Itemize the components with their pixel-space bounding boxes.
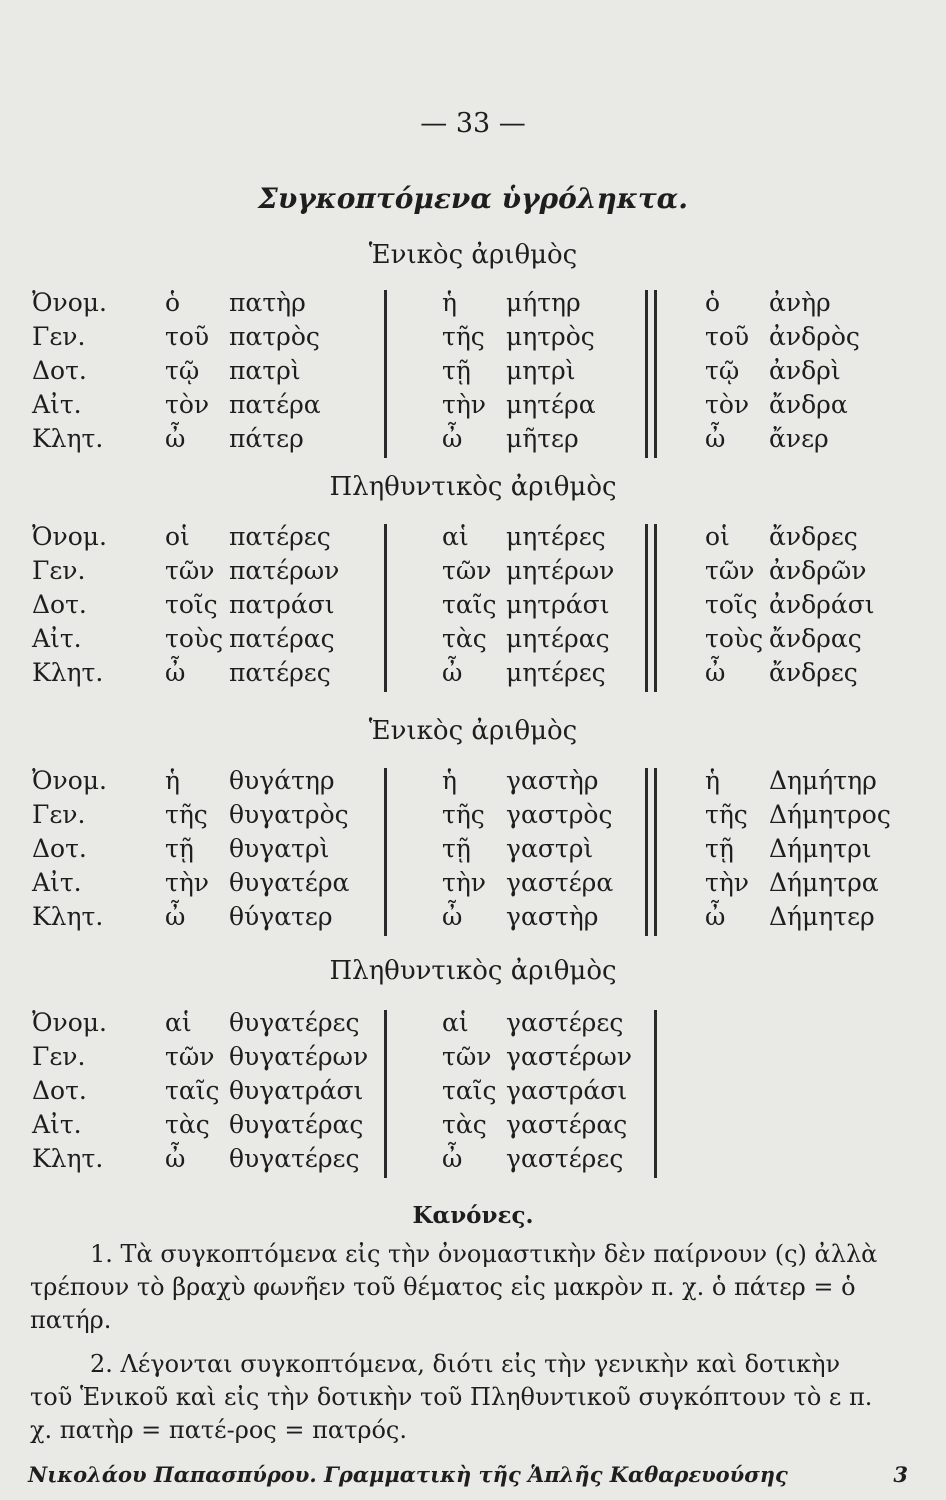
noun-form: θυγατέρας [229,1110,364,1139]
article: τοῖς [165,590,218,619]
noun-form: μητέρες [506,658,606,687]
declension-row [165,1142,368,1176]
case-label: Ὀνομ. [32,1008,107,1037]
article: τῶν [442,1042,492,1071]
page-title: Συγκοπτόμενα ὑγρόληκτα. [258,182,688,215]
declension-row [705,764,891,798]
declension-row [165,1074,368,1108]
declension-row [165,520,339,554]
declension-row [705,656,875,690]
declension-row [442,798,613,832]
paradigm-column [705,520,875,690]
noun-form: θυγατέρες [229,1144,360,1173]
case-labels [32,764,107,934]
noun-form: μῆτερ [506,424,579,453]
noun-form: γαστράσι [506,1076,628,1105]
noun-form: μητρὸς [506,322,595,351]
case-label: Κλητ. [32,424,104,453]
noun-form: ἄνερ [769,424,829,453]
noun-form: μητρὶ [506,356,576,385]
noun-form: γαστὴρ [506,766,599,795]
article: ὁ [165,288,181,317]
paradigm-column [442,764,613,934]
case-label: Κλητ. [32,1144,104,1173]
declension-row [165,900,349,934]
declension-row [705,900,891,934]
noun-form: Δημήτηρ [769,766,877,795]
article: τῆς [705,800,748,829]
noun-form: πατρὶ [229,356,301,385]
noun-form: Δήμητρος [769,800,891,829]
noun-form: θύγατερ [229,902,333,931]
declension-row [165,656,339,690]
section-heading: Ἑνικὸς ἀριθμὸς [368,240,578,270]
paradigm-column [705,764,891,934]
rule-1: 1. Τὰ συγκοπτόμενα εἰς τὴν ὀνομαστικὴν δὲν παίρνουν (ς) ἀλλὰ τρέπουν τὸ βραχὺ φωνῆεν τοῦ θέματος εἰς μακρὸν π. χ. ὁ πάτερ = ὁ πατήρ. [30,1240,878,1334]
declension-row [442,900,613,934]
paradigm-column [705,286,860,456]
declension-row [442,388,596,422]
article: ὦ [165,424,186,453]
column-divider [654,290,657,458]
column-divider [654,768,657,936]
declension-row [442,1142,632,1176]
article: τῇ [705,834,734,863]
article: τὴν [442,868,487,897]
noun-form: Δήμητρι [769,834,872,863]
article: ὦ [165,902,186,931]
declension-row [165,866,349,900]
declension-row [442,588,614,622]
article: τὴν [705,868,750,897]
noun-form: πατέρας [229,624,335,653]
declension-row [165,1108,368,1142]
noun-form: μητράσι [506,590,610,619]
article: ἡ [165,766,180,795]
declension-row [705,866,891,900]
declension-row [165,554,339,588]
column-divider [654,1010,657,1178]
case-label: Δοτ. [32,590,87,619]
article: ὦ [442,424,463,453]
article: ταῖς [442,1076,497,1105]
article: ὦ [165,1144,186,1173]
article: ὦ [442,902,463,931]
article: τοὺς [165,624,224,653]
declension-row [705,320,860,354]
article: οἱ [165,522,190,551]
article: τὰς [442,624,487,653]
noun-form: μητέρα [506,390,596,419]
case-label: Δοτ. [32,1076,87,1105]
rule-2: 2. Λέγονται συγκοπτόμενα, διότι εἰς τὴν γενικὴν καὶ δοτικὴν τοῦ Ἑνικοῦ καὶ εἰς τὴν δοτικὴν τοῦ Πληθυντικοῦ συγκόπτουν τὸ ε π. χ. πατὴρ = πατέ-ρος = πατρός. [30,1350,873,1444]
noun-form: πατρὸς [229,322,320,351]
article: ὦ [165,658,186,687]
article: τῇ [442,356,471,385]
case-label: Αἰτ. [32,1110,82,1139]
noun-form: θυγατρὶ [229,834,330,863]
noun-form: θυγατέρες [229,1008,360,1037]
declension-row [442,422,596,456]
declension-row [442,622,614,656]
page-number: — 33 — [420,108,526,139]
declension-row [442,1006,632,1040]
noun-form: Δήμητερ [769,902,875,931]
declension-row [442,1108,632,1142]
section-heading: Ἑνικὸς ἀριθμὸς [368,716,578,746]
noun-form: γαστρὶ [506,834,594,863]
case-label: Αἰτ. [32,624,82,653]
article: τῷ [165,356,200,385]
noun-form: ἀνδρὶ [769,356,841,385]
declension-row [705,832,891,866]
noun-form: μητέρων [506,556,615,585]
column-divider [384,524,387,692]
article: ὦ [442,658,463,687]
declension-row [705,388,860,422]
noun-form: γαστρὸς [506,800,613,829]
noun-form: θυγατέρων [229,1042,369,1071]
noun-form: ἀνδρῶν [769,556,867,585]
article: ὦ [705,902,726,931]
declension-row [165,832,349,866]
declension-row [165,320,321,354]
noun-form: πατέρα [229,390,321,419]
declension-row [442,1040,632,1074]
case-labels [32,1006,107,1176]
noun-form: γαστὴρ [506,902,599,931]
section-heading: Πληθυντικὸς ἀριθμὸς [329,472,617,502]
footer-text: Νικολάου Παπασπύρου. Γραμματικὴ τῆς Ἁπλῆς Καθαρευούσης [28,1462,788,1487]
declension-row [705,622,875,656]
declension-row [165,354,321,388]
declension-row [705,554,875,588]
noun-form: ἄνδρες [769,522,858,551]
noun-form: θυγατέρα [229,868,350,897]
noun-form: πατέρων [229,556,340,585]
declension-row [705,286,860,320]
noun-form: ἄνδρες [769,658,858,687]
column-divider [384,1010,387,1178]
declension-row [165,622,339,656]
noun-form: θυγατράσι [229,1076,364,1105]
article: ταῖς [165,1076,220,1105]
noun-form: πάτερ [229,424,304,453]
declension-row [442,832,613,866]
declension-row [705,354,860,388]
article: τὴν [165,868,210,897]
article: αἱ [165,1008,192,1037]
paradigm-column [442,1006,632,1176]
case-label: Ὀνομ. [32,766,107,795]
article: τῶν [165,556,215,585]
declension-row [165,286,321,320]
article: τῶν [705,556,755,585]
paradigm-column [165,520,339,690]
paradigm-column [165,764,349,934]
declension-row [442,764,613,798]
case-labels [32,520,107,690]
declension-row [442,554,614,588]
noun-form: ἀνδράσι [769,590,875,619]
column-divider [384,768,387,936]
paradigm-column [442,286,596,456]
article: τοῦ [165,322,210,351]
article: τὰς [165,1110,210,1139]
case-label: Γεν. [32,322,86,351]
declension-row [165,764,349,798]
paradigm-column [165,286,321,456]
article: τοῖς [705,590,758,619]
article: τὰς [442,1110,487,1139]
noun-form: γαστέρες [506,1144,624,1173]
case-label: Κλητ. [32,902,104,931]
noun-form: γαστέρα [506,868,614,897]
declension-row [442,520,614,554]
declension-row [165,388,321,422]
article: τῆς [165,800,208,829]
case-label: Δοτ. [32,356,87,385]
paradigm-column [165,1006,368,1176]
noun-form: πατέρες [229,658,331,687]
article: ἡ [442,288,457,317]
article: τὸν [705,390,750,419]
case-label: Ὀνομ. [32,288,107,317]
article: τῇ [165,834,194,863]
article: ταῖς [442,590,497,619]
article: τῶν [442,556,492,585]
article: ὦ [442,1144,463,1173]
article: τοῦ [705,322,750,351]
noun-form: ἀνὴρ [769,288,831,317]
article: ὦ [705,424,726,453]
column-divider [645,524,648,692]
article: οἱ [705,522,730,551]
declension-row [442,286,596,320]
article: τῶν [165,1042,215,1071]
declension-row [705,588,875,622]
case-label: Αἰτ. [32,390,82,419]
declension-row [442,656,614,690]
declension-row [165,1006,368,1040]
noun-form: γαστέρες [506,1008,624,1037]
declension-row [442,1074,632,1108]
article: ἡ [442,766,457,795]
noun-form: ἄνδρα [769,390,848,419]
case-labels [32,286,107,456]
noun-form: ἀνδρὸς [769,322,860,351]
declension-row [165,798,349,832]
declension-row [165,588,339,622]
case-label: Αἰτ. [32,868,82,897]
column-divider [645,768,648,936]
case-label: Κλητ. [32,658,104,687]
noun-form: γαστέρας [506,1110,628,1139]
noun-form: μήτηρ [506,288,581,317]
noun-form: θυγατρὸς [229,800,349,829]
declension-row [442,866,613,900]
noun-form: μητέρας [506,624,610,653]
article: τῆς [442,322,485,351]
column-divider [384,290,387,458]
article: τῇ [442,834,471,863]
case-label: Γεν. [32,1042,86,1071]
noun-form: πατέρες [229,522,331,551]
page-footer [28,1462,908,1487]
rules-heading: Κανόνες. [412,1202,534,1229]
noun-form: γαστέρων [506,1042,632,1071]
article: τοὺς [705,624,764,653]
article: αἱ [442,522,469,551]
column-divider [654,524,657,692]
footer-number: 3 [893,1462,908,1487]
declension-row [705,520,875,554]
article: ἡ [705,766,720,795]
declension-row [165,422,321,456]
article: αἱ [442,1008,469,1037]
article: ὁ [705,288,721,317]
case-label: Γεν. [32,556,86,585]
column-divider [645,290,648,458]
article: τὴν [442,390,487,419]
article: τὸν [165,390,210,419]
case-label: Ὀνομ. [32,522,107,551]
noun-form: μητέρες [506,522,606,551]
declension-row [705,422,860,456]
noun-form: θυγάτηρ [229,766,335,795]
article: τῷ [705,356,740,385]
paradigm-column [442,520,614,690]
article: ὦ [705,658,726,687]
case-label: Γεν. [32,800,86,829]
case-label: Δοτ. [32,834,87,863]
declension-row [165,1040,368,1074]
declension-row [442,354,596,388]
article: τῆς [442,800,485,829]
noun-form: πατράσι [229,590,335,619]
noun-form: Δήμητρα [769,868,879,897]
noun-form: ἄνδρας [769,624,862,653]
noun-form: πατὴρ [229,288,306,317]
declension-row [442,320,596,354]
section-heading: Πληθυντικὸς ἀριθμὸς [329,956,617,986]
declension-row [705,798,891,832]
